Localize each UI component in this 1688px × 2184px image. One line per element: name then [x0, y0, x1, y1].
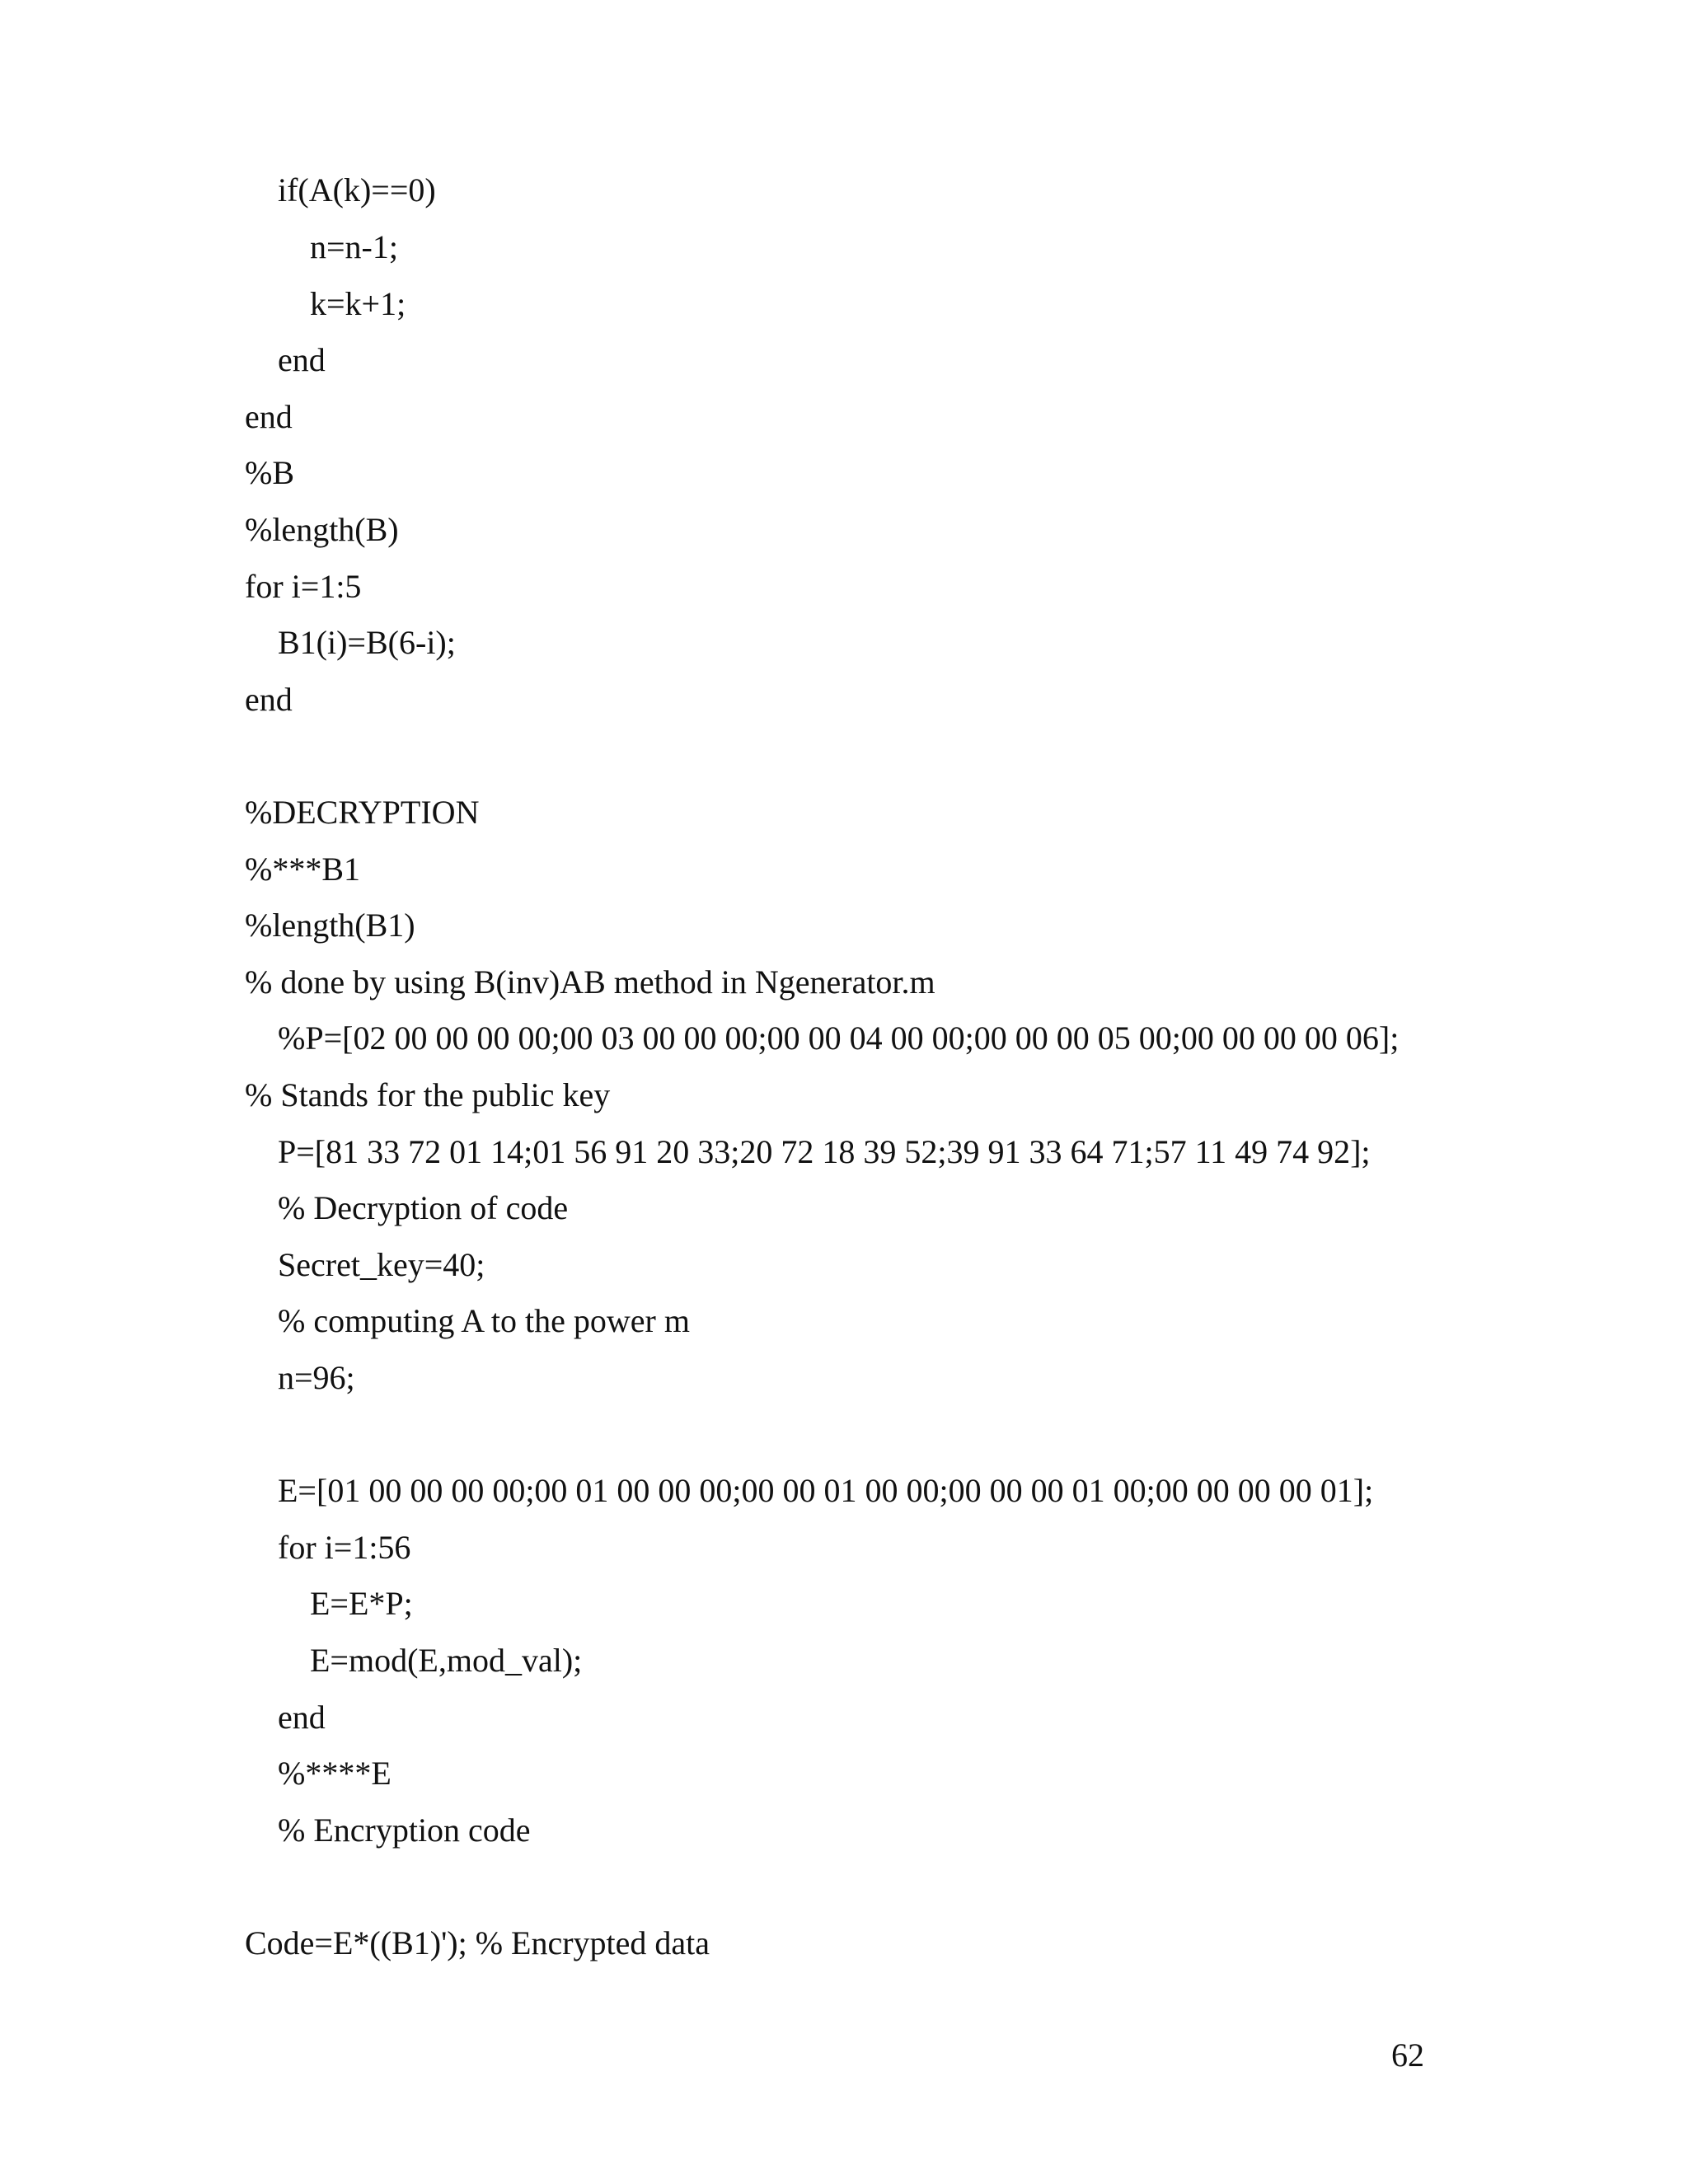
code-line: %****E — [278, 1755, 392, 1792]
code-line: % Stands for the public key — [245, 1076, 611, 1113]
code-line: end — [278, 341, 326, 378]
code-line: Code=E*((B1)'); % Encrypted data — [245, 1924, 710, 1961]
code-line: %B — [245, 454, 294, 491]
code-line: end — [278, 1699, 326, 1736]
code-line: end — [245, 398, 293, 435]
code-line: % done by using B(inv)AB method in Ngenerator.m — [245, 963, 935, 1001]
code-line: %length(B) — [245, 511, 399, 548]
code-line: end — [245, 681, 293, 718]
code-line: for i=1:5 — [245, 568, 362, 605]
code-line: E=[01 00 00 00 00;00 01 00 00 00;00 00 01 00 00;00 00 00 01 00;00 00 00 00 01]; — [278, 1472, 1374, 1509]
code-line: E=mod(E,mod_val); — [310, 1642, 583, 1679]
code-line: k=k+1; — [310, 285, 406, 322]
code-line: % Encryption code — [278, 1811, 531, 1849]
code-line: %length(B1) — [245, 907, 415, 944]
code-line: %DECRYPTION — [245, 794, 480, 831]
code-line: if(A(k)==0) — [278, 171, 436, 209]
code-line: %***B1 — [245, 851, 360, 888]
code-line: Secret_key=40; — [278, 1246, 485, 1283]
code-line: B1(i)=B(6-i); — [278, 624, 456, 661]
code-line: % computing A to the power m — [278, 1302, 690, 1339]
page-number: 62 — [1391, 2036, 1424, 2074]
code-line: % Decryption of code — [278, 1189, 569, 1226]
code-line: n=96; — [278, 1359, 355, 1396]
code-line: n=n-1; — [310, 228, 398, 265]
code-line: P=[81 33 72 01 14;01 56 91 20 33;20 72 18 39 52;39 91 33 64 71;57 11 49 74 92]; — [278, 1133, 1371, 1170]
code-line: %P=[02 00 00 00 00;00 03 00 00 00;00 00 04 00 00;00 00 00 05 00;00 00 00 00 06]; — [278, 1019, 1400, 1057]
code-line: for i=1:56 — [278, 1529, 411, 1566]
code-line: E=E*P; — [310, 1585, 413, 1622]
